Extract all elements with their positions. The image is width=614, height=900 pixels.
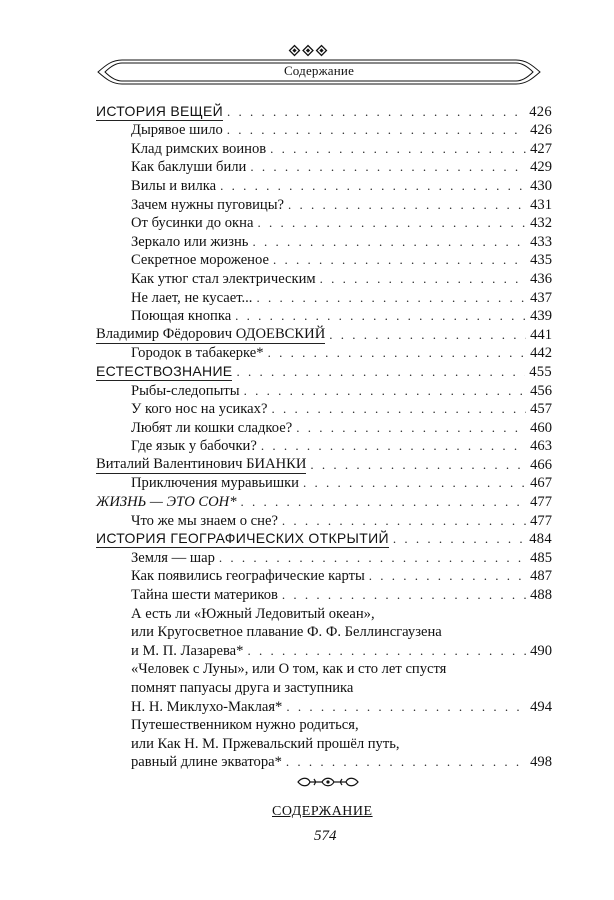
toc-page-number: 457 xyxy=(530,401,552,418)
toc-row xyxy=(96,716,552,735)
toc-title: Поющая кнопка xyxy=(131,308,232,325)
toc-row xyxy=(96,344,552,363)
toc-row xyxy=(96,400,552,419)
toc-row xyxy=(96,455,552,474)
toc-title: или Как Н. М. Пржевальский прошёл путь, xyxy=(131,735,400,752)
toc-title: помнят папуасы друга и заступника xyxy=(131,680,354,696)
dot-leader xyxy=(369,567,526,585)
table-of-contents xyxy=(96,102,552,771)
toc-title: Рыбы-следопыты xyxy=(131,382,240,399)
toc-title: Как появились географические карты xyxy=(131,568,365,585)
toc-page-number: 498 xyxy=(530,754,552,771)
toc-page-number: 431 xyxy=(530,196,552,213)
toc-row xyxy=(96,176,552,195)
dot-leader xyxy=(256,289,526,307)
toc-row xyxy=(96,288,552,307)
dot-leader xyxy=(261,437,526,455)
toc-page-number: 456 xyxy=(530,382,552,399)
toc-title: Путешественником нужно родиться, xyxy=(131,717,359,734)
toc-row xyxy=(96,753,552,772)
dot-leader xyxy=(271,400,526,418)
toc-row xyxy=(96,418,552,437)
dot-leader xyxy=(236,363,525,381)
toc-row xyxy=(96,139,552,158)
toc-row xyxy=(96,734,552,753)
toc-page-number: 477 xyxy=(530,512,552,529)
page-number: 574 xyxy=(314,828,337,844)
toc-page-number: 490 xyxy=(530,642,552,659)
toc-row xyxy=(96,623,552,642)
toc-row xyxy=(96,530,552,549)
dot-leader xyxy=(257,214,526,232)
toc-row xyxy=(96,474,552,493)
toc-row xyxy=(96,678,552,697)
toc-title: Н. Н. Миклухо-Маклая* xyxy=(131,698,283,715)
toc-page-number: 429 xyxy=(530,159,552,176)
toc-title: «Человек с Луны», или О том, как и сто лет спустя xyxy=(131,661,447,678)
toc-row xyxy=(96,269,552,288)
toc-page-number: 485 xyxy=(530,549,552,566)
toc-title: Зеркало или жизнь xyxy=(131,233,249,250)
dot-leader xyxy=(227,103,525,121)
toc-page-number: 460 xyxy=(530,419,552,436)
dot-leader xyxy=(220,177,526,195)
dot-leader xyxy=(303,474,526,492)
toc-page-number: 433 xyxy=(530,233,552,250)
toc-page-number: 430 xyxy=(530,177,552,194)
toc-title: Вилы и вилка xyxy=(131,177,217,194)
toc-row xyxy=(96,660,552,679)
toc-title: Как утюг стал электрическим xyxy=(131,270,316,287)
toc-title: Где язык у бабочки? xyxy=(131,438,257,455)
toc-row xyxy=(96,567,552,586)
toc-page-number: 442 xyxy=(530,345,552,362)
toc-page-number: 437 xyxy=(530,289,552,306)
dot-leader xyxy=(252,233,526,251)
dot-leader xyxy=(247,642,526,660)
toc-page-number: 494 xyxy=(530,698,552,715)
scroll-ornament-icon xyxy=(296,776,360,788)
toc-title: ЕСТЕСТВОЗНАНИЕ xyxy=(96,362,233,379)
toc-title: От бусинки до окна xyxy=(131,215,254,232)
three-diamond-ornament-icon xyxy=(288,44,328,58)
dot-leader xyxy=(329,326,526,344)
toc-title: Зачем нужны пуговицы? xyxy=(131,196,284,213)
toc-page-number: 427 xyxy=(530,140,552,157)
toc-title: Приключения муравьишки xyxy=(131,475,299,492)
toc-page-number: 435 xyxy=(530,252,552,269)
dot-leader xyxy=(270,140,526,158)
toc-title: или Кругосветное плавание Ф. Ф. Беллинсгаузена xyxy=(131,624,442,641)
dot-leader xyxy=(235,307,526,325)
toc-page-number: 477 xyxy=(530,494,552,511)
toc-row xyxy=(96,362,552,381)
dot-leader xyxy=(282,512,526,530)
toc-title: Тайна шести материков xyxy=(131,587,278,604)
dot-leader xyxy=(286,698,526,716)
toc-title: Секретное мороженое xyxy=(131,252,269,269)
toc-row xyxy=(96,195,552,214)
footer-section-title: СОДЕРЖАНИЕ xyxy=(272,804,373,819)
toc-title: Земля — шар xyxy=(131,549,215,566)
toc-row xyxy=(96,121,552,140)
dot-leader xyxy=(320,270,526,288)
toc-title: ИСТОРИЯ ГЕОГРАФИЧЕСКИХ ОТКРЫТИЙ xyxy=(96,530,389,547)
dot-leader xyxy=(286,753,526,771)
toc-title: Что же мы знаем о сне? xyxy=(131,512,278,529)
dot-leader xyxy=(288,196,526,214)
toc-title: и М. П. Лазарева* xyxy=(131,642,244,659)
toc-row xyxy=(96,585,552,604)
toc-title: Не лает, не кусает... xyxy=(131,289,253,306)
toc-row xyxy=(96,604,552,623)
toc-row xyxy=(96,492,552,511)
toc-title: Владимир Фёдорович ОДОЕВСКИЙ xyxy=(96,325,326,342)
dot-leader xyxy=(227,121,526,139)
toc-title: Дырявое шило xyxy=(131,122,223,139)
toc-page-number: 432 xyxy=(530,215,552,232)
toc-row xyxy=(96,325,552,344)
toc-row xyxy=(96,214,552,233)
toc-title: ИСТОРИЯ ВЕЩЕЙ xyxy=(96,102,224,119)
toc-title: Как баклуши били xyxy=(131,159,247,176)
toc-page-number: 455 xyxy=(529,363,552,380)
toc-row xyxy=(96,437,552,456)
dot-leader xyxy=(219,549,526,567)
dot-leader xyxy=(296,419,526,437)
dot-leader xyxy=(250,158,526,176)
running-header-title: Содержание xyxy=(283,63,355,78)
dot-leader xyxy=(310,456,526,474)
toc-page-number: 488 xyxy=(530,587,552,604)
toc-row xyxy=(96,697,552,716)
dot-leader xyxy=(244,382,527,400)
toc-page-number: 463 xyxy=(530,438,552,455)
dot-leader xyxy=(268,344,527,362)
toc-title: У кого нос на усиках? xyxy=(131,401,268,418)
toc-row xyxy=(96,307,552,326)
toc-page-number: 426 xyxy=(530,122,552,139)
dot-leader xyxy=(393,530,525,548)
toc-title: равный длине экватора* xyxy=(131,754,282,771)
toc-row xyxy=(96,102,552,121)
toc-row xyxy=(96,511,552,530)
toc-title: Любят ли кошки сладкое? xyxy=(131,419,293,436)
toc-title: ЖИЗНЬ — ЭТО СОН* xyxy=(96,494,237,511)
toc-row xyxy=(96,381,552,400)
toc-row xyxy=(96,548,552,567)
toc-page-number: 441 xyxy=(530,326,552,343)
toc-row xyxy=(96,232,552,251)
toc-page-number: 487 xyxy=(530,568,552,585)
toc-title: Городок в табакерке* xyxy=(131,345,264,362)
toc-page-number: 436 xyxy=(530,270,552,287)
toc-title: Клад римских воинов xyxy=(131,140,267,157)
toc-title: Виталий Валентинович БИАНКИ xyxy=(96,455,307,472)
toc-page-number: 466 xyxy=(530,456,552,473)
dot-leader xyxy=(282,586,526,604)
toc-title: А есть ли «Южный Ледовитый океан», xyxy=(131,605,375,622)
toc-row xyxy=(96,158,552,177)
toc-page-number: 426 xyxy=(529,103,552,120)
toc-page-number: 439 xyxy=(530,308,552,325)
toc-row xyxy=(96,251,552,270)
toc-page-number: 484 xyxy=(529,531,552,548)
dot-leader xyxy=(241,493,527,511)
toc-page-number: 467 xyxy=(530,475,552,492)
toc-row xyxy=(96,641,552,660)
dot-leader xyxy=(273,251,526,269)
